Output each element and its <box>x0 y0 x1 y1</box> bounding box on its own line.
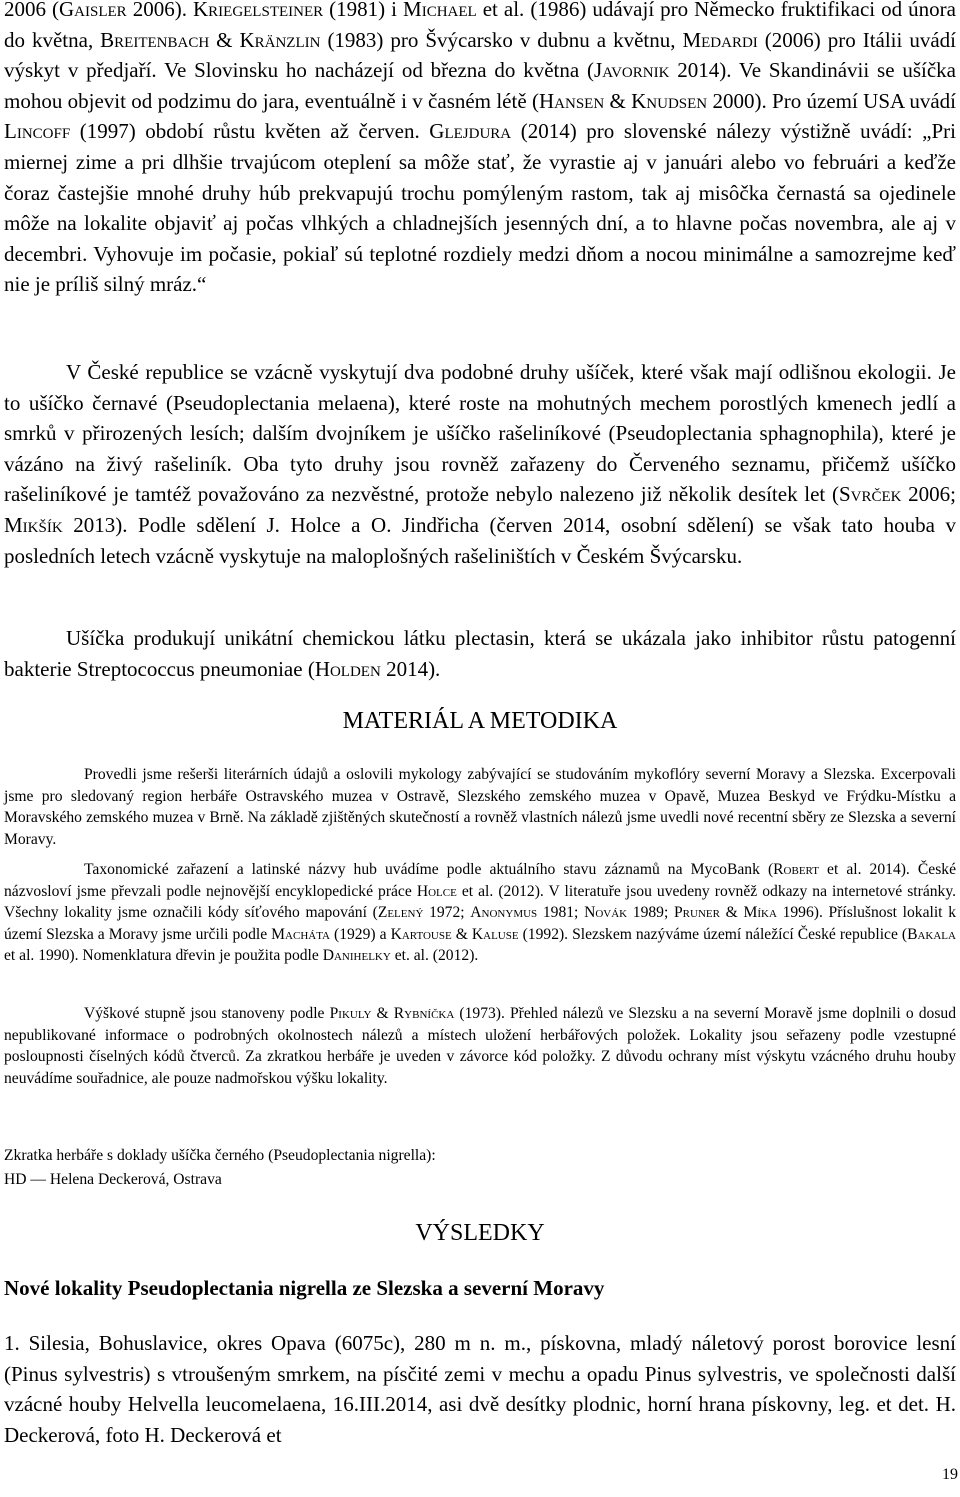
author-name: Lincoff <box>4 119 71 144</box>
author-name: Knudsen <box>631 88 708 113</box>
species-name: Pseudoplectania sphagnophila <box>615 421 872 446</box>
methods-paragraph-1: Provedli jsme rešerši literárních údajů a oslovili mykology zabývající se studováním mykoflóry severní Moravy a Slezska. Excerpovali jsme pro sledovaný region herbáře Ostravského muzea v Ostravě, Slezského zemského muzea v Opavě, Muzea Beskyd ve Frýdku-Místku a Moravského zemského muzea v Brně. Na základě zjištěných skutečností a rovněž vlastních nálezů jsme uvedli nové recentní sběry ze Slezska a severní Moravy. <box>4 766 956 848</box>
results-heading: VÝSLEDKY <box>415 1220 545 1246</box>
methods-paragraph-3: Výškové stupně jsou stanoveny podle Pikuly & Rybníčka (1973). Přehled nálezů ve Slezsku a na severní Moravě jsme doplnili o dosud nepublikované informace o podrobných okolnostech nálezů a místech uložení herbářových položek. Lokality jsou seřazeny podle vzestupné posloupnosti číselných kódů čtverců. Za zkratkou herbáře je uveden v závorce kód položky. Z důvodu ochrany míst výskytu vzácného druhu houby neuvádíme souřadnice, ale pouze nadmořskou výšku lokality. <box>4 1005 957 1087</box>
author-name: Kränzlin <box>239 27 321 52</box>
author-name: Míka <box>743 904 777 922</box>
author-name: Holden <box>314 656 381 681</box>
results-subheading: Nové lokality Pseudoplectania nigrella ze Slezska a severní Moravy <box>4 1276 605 1300</box>
author-name: Pikuly <box>329 1005 372 1022</box>
author-name: Medardi <box>682 27 758 52</box>
herbarium-abbreviation: HD — Helena Deckerová, Ostrava <box>4 1171 222 1188</box>
species-name: Pinus sylvestris <box>644 1361 778 1386</box>
species-name: Pinus sylvestris <box>11 1361 144 1386</box>
author-name: Novák <box>584 904 628 922</box>
author-name: Kartouse <box>390 925 452 943</box>
author-name: Javornik <box>594 58 670 83</box>
species-name: Pseudoplectania melaena <box>172 390 388 415</box>
author-name: Mikšík <box>4 512 63 537</box>
author-name: Kaluse <box>471 925 519 943</box>
methods-paragraph-2: Taxonomické zařazení a latinské názvy hub uvádíme podle aktuálního stavu záznamů na MycoBank (Robert et al. 2014). České názvosloví jsme převzali podle nejnovější encyklopedické práce Holce et al. (2012). V literatuře jsou uvedeny rovněž odkazy na internetové stránky. Všechny lokality jsme označili kódy síťového mapování (Zelený 1972; Anonymus 1981; Novák 1989; Pruner & Míka 1996). Příslušnost lokalit k území Slezska a Moravy jsme určili podle Macháta (1929) a Kartouse & Kaluse (1992). Slezskem nazýváme území náležící České republice (Bakala et al. 1990). Nomenklatura dřevin je použita podle Danihelky et. al. (2012). <box>4 861 957 965</box>
herbarium-abbreviation-intro: Zkratka herbáře s doklady ušíčka černého (Pseudoplectania nigrella): <box>4 1147 436 1164</box>
author-name: Anonymus <box>470 904 538 922</box>
author-name: Glejdura <box>429 119 512 144</box>
author-name: Holce <box>416 882 457 900</box>
species-name: Streptococcus pneumoniae <box>76 656 303 681</box>
author-name: Michael <box>403 0 477 21</box>
page-number: 19 <box>942 1466 958 1483</box>
author-name: Danihelky <box>322 947 391 965</box>
author-name: Zelený <box>377 904 424 922</box>
intro-paragraph-2: V České republice se vzácně vyskytují dva podobné druhy ušíček, které však mají odlišnou ekologii. Je to ušíčko černavé (Pseudoplectania melaena), které roste na mohutných mechem porostlých kmenech jedlí a smrků v přirozených lesích; dalším dvojníkem je ušíčko rašeliníkové (Pseudoplectania sphagnophila), které je vázáno na živý rašeliník. Oba tyto druhy jsou rovněž zařazeny do Červeného seznamu, přičemž ušíčko rašeliníkové je tamtéž považováno za nezvěstné, protože nebylo nalezeno již několik desítek let (Svrček 2006; Mikšík 2013). Podle sdělení J. Holce a O. Jindřicha (červen 2014, osobní sdělení) se však tato houba v posledních letech vzácně vyskytuje na maloplošných rašeliništích v Českém Švýcarsku. <box>4 360 956 568</box>
methods-heading: MATERIÁL A METODIKA <box>342 708 618 734</box>
author-name: Robert <box>773 861 819 878</box>
author-name: Breitenbach <box>100 27 210 52</box>
author-name: Gaisler <box>59 0 127 21</box>
species-name: Helvella leucomelaena <box>127 1392 321 1417</box>
intro-paragraph-1: 2006 (Gaisler 2006). Kriegelsteiner (1981) i Michael et al. (1986) udávají pro Německo fruktifikaci od února do května, Breitenbach & Kränzlin (1983) pro Švýcarsko v dubnu a květnu, Medardi (2006) pro Itálii uvádí výskyt v předjaří. Ve Slovinsku ho nacházejí od března do května (Javornik 2014). Ve Skandinávii se ušíčka mohou objevit od podzimu do jara, eventuálně i v časném létě (Hansen & Knudsen 2000). Pro území USA uvádí Lincoff (1997) období růstu květen až červen. Glejdura (2014) pro slovenské nálezy výstižně uvádí: „Pri miernej zime a pri dlhšie trvajúcom oteplení sa môže stať, že vyrastie aj v januári alebo vo februári a keďže čoraz častejšie mnohé druhy húb prekvapujú trochu pomýleným rastom, tak aj misôčka černastá sa ojedinele môže na lokalite objaviť aj počas vlhkých a chladnejších jesenných dní, a to hlavne počas novembra, ale aj v decembri. Vyhovuje im počasie, pokiaľ sú teplotné rozdiely medzi dňom a nocou minimálne a samozrejme keď nie je príliš silný mráz.“ <box>4 0 956 300</box>
species-name: Pseudoplectania nigrella <box>273 1147 427 1164</box>
author-name: Pruner <box>674 904 720 922</box>
locality-entry-1: 1. Silesia, Bohuslavice, okres Opava (6075c), 280 m n. m., pískovna, mladý náletový porost borovice lesní (Pinus sylvestris) s vtroušeným smrkem, na písčité zemi v mechu a opadu Pinus sylvestris, ve společnosti další vzácné houby Helvella leucomelaena, 16.III.2014, asi dvě desítky plodnic, horní hrana pískovny, leg. et det. H. Deckerová, foto H. Deckerová et <box>4 1331 956 1447</box>
author-name: Kriegelsteiner <box>192 0 324 21</box>
author-name: Rybníčka <box>393 1005 455 1022</box>
author-name: Svrček <box>838 482 902 507</box>
intro-paragraph-3: Ušíčka produkují unikátní chemickou látku plectasin, která se ukázala jako inhibitor růstu patogenní bakterie Streptococcus pneumoniae (Holden 2014). <box>4 626 956 681</box>
author-name: Hansen <box>538 88 605 113</box>
author-name: Macháta <box>271 925 330 943</box>
author-name: Bakala <box>907 925 956 943</box>
